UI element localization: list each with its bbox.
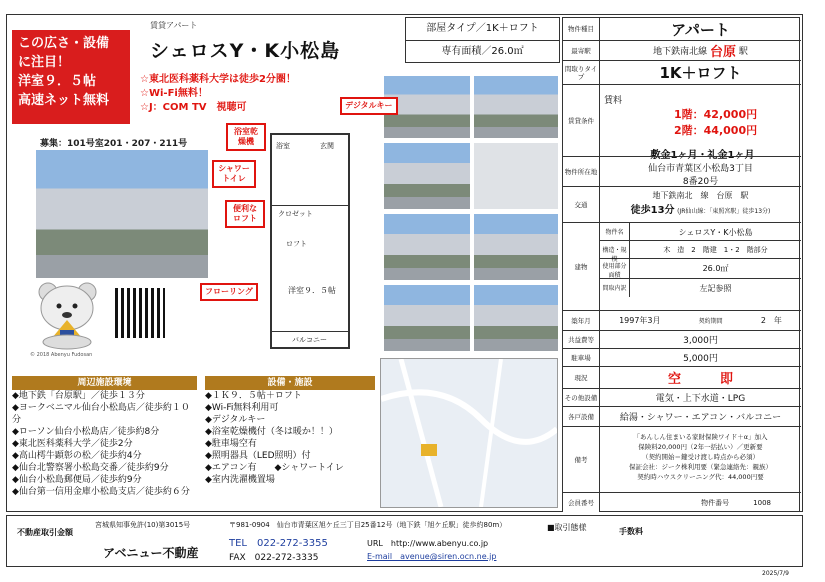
note-line: （契約開始＝鍵受け渡し時点から必須） [642, 453, 759, 461]
equip-item: ◆浴室乾燥機付（冬は暖か！！） [205, 427, 338, 437]
photo-2 [474, 76, 558, 138]
note-line: 保証会社：ジーク株利用要（緊急連絡先：親族） [629, 463, 772, 471]
recruit-line: 募集：101号室201・207・211号 [40, 139, 188, 149]
label-layout: 間取りタイプ [563, 61, 600, 84]
promo-line: 洋室９．５帖 [18, 74, 97, 89]
label-unit-equip: 各戸設備 [563, 407, 600, 426]
env-item: ◆地下鉄「台原駅」／徒歩１３分 [12, 391, 145, 401]
value-area: 26.0㎡ [702, 264, 729, 273]
value-kind: アパート [671, 20, 730, 39]
transaction-mode: ■取引態様 [547, 523, 587, 532]
value-plan: 左記参照 [699, 284, 732, 293]
plan-closet: クロゼット [278, 210, 313, 218]
equip-item: ◆デジタルキー [205, 415, 266, 425]
label-station: 最寄駅 [563, 41, 600, 60]
email-link[interactable]: E-mail avenue@siren.ocn.ne.jp [367, 552, 497, 561]
address-line: 8番20号 [682, 177, 719, 187]
value-parking: 5,000円 [683, 354, 718, 364]
feature-list [140, 73, 296, 115]
address-line: 仙台市青葉区小松島3丁目 [648, 164, 753, 174]
label-term: 契約期間 [698, 318, 723, 325]
room-type: 部屋タイプ／1K＋ロフト [426, 23, 539, 34]
website-link[interactable]: URL http://www.abenyu.co.jp [367, 539, 489, 548]
value-term: 2 年 [760, 316, 782, 325]
plan-loft: ロフト [286, 240, 307, 248]
fax: FAX 022-272-3335 [229, 553, 319, 563]
promo-line: この広さ・設備 [18, 36, 110, 51]
building-title: シェロスY・K小松島 [150, 40, 341, 62]
label-area: 使用部分面積 [600, 259, 630, 278]
rent-floor1: 1階：42,000円 [674, 108, 758, 121]
phone[interactable]: TEL 022-272-3355 [229, 538, 328, 549]
label-name: 物件名 [600, 223, 630, 240]
label-built: 築年月 [563, 311, 600, 330]
label-address: 物件所在地 [563, 157, 600, 186]
env-item: ◆仙台北警察署小松島交番／徒歩約9分 [12, 463, 169, 473]
traffic-note: (JR仙山線：「東照宮駅」徒歩13分) [677, 208, 771, 215]
traffic-station: 台原 駅 [716, 191, 749, 200]
rent-floor2: 2階：44,000円 [674, 124, 758, 137]
photo-5 [384, 214, 470, 280]
value-common: 3,000円 [683, 336, 718, 346]
value-structure: 木 造 2 階建 1・2 階部分 [663, 246, 768, 254]
photo-6 [474, 214, 558, 280]
room-summary [405, 17, 560, 63]
label-structure: 構造・規模 [600, 241, 630, 258]
env-item: ◆ローソン仙台小松島店／徒歩約8分 [12, 427, 160, 437]
plan-balcony: バルコニー [292, 336, 327, 344]
callout-flooring: フローリング [200, 283, 258, 301]
plan-bath: 浴室 [276, 142, 290, 150]
note-line: 契約時ハウスクリーニング代：44,000円要 [637, 473, 764, 481]
photo-credit: © 2018 Abenyu Fudosan [30, 352, 93, 358]
env-item: ◆仙台小松島郵便局／徒歩約9分 [12, 475, 142, 485]
callout-shower-toilet: シャワートイレ [212, 160, 256, 188]
label-infra: その他設備 [563, 389, 600, 406]
area-map [380, 358, 558, 508]
promo-line: に注目！ [18, 55, 71, 70]
photo-7 [384, 285, 470, 351]
feature-item: ☆Wi-Fi無料！ [140, 88, 208, 99]
promo-line: 高速ネット無料 [18, 93, 110, 108]
promo-box [12, 30, 130, 124]
label-common: 共益費等 [563, 331, 600, 348]
plan-entry: 玄関 [320, 142, 334, 150]
label-traffic: 交通 [563, 187, 600, 222]
value-layout: 1K＋ロフト [659, 64, 742, 82]
footer [6, 515, 803, 567]
label-status: 現況 [563, 367, 600, 388]
rent-label: 賃料 [604, 96, 623, 106]
value-name: シェロスY・K小松島 [678, 228, 753, 237]
qr-code-icon [115, 288, 165, 338]
value-eki: 駅 [738, 47, 748, 57]
equip-title: 設備・施設 [205, 376, 375, 390]
type-label: 賃貸アパート [150, 21, 198, 30]
equip-item: ◆照明器具（LED照明）付 [205, 451, 311, 461]
photo-3 [384, 143, 470, 209]
label-plan: 間取内訳 [600, 279, 630, 297]
env-item: ◆東北医科薬科大学／徒歩2分 [12, 439, 133, 449]
agent-label: 不動産取引金額 [17, 528, 73, 537]
label-property-no: 物件番号 [701, 498, 730, 507]
label-building: 建物 [563, 223, 600, 310]
env-item: ◆高山樗牛顕彰の松／徒歩約4分 [12, 451, 142, 461]
info-table [562, 17, 800, 512]
equip-item: ◆駐車場空有 [205, 439, 257, 449]
value-property-no: 1008 [753, 498, 771, 507]
photo-8 [474, 285, 558, 351]
traffic-line: 地下鉄南北 線 [652, 191, 709, 200]
value-infra: 電気・上下水道・LPG [655, 394, 746, 404]
feature-item: ☆東北医科薬科大学は徒歩2分圏！ [140, 74, 296, 85]
equip-item: ◆室内洗濯機置場 [205, 475, 275, 485]
license: 宮城県知事免許(10)第3015号 [95, 521, 191, 529]
callout-bath-dryer: 浴室乾燥機 [226, 123, 266, 151]
equip-item: ◆エアコン有 ◆シャワートイレ [205, 463, 344, 473]
fee-label: 手数料 [619, 527, 643, 536]
equip-item: ◆１Ｋ９．５帖＋ロフト [205, 391, 302, 401]
label-kind: 物件種目 [563, 18, 600, 40]
traffic-walk: 徒歩13分 [630, 205, 675, 216]
feature-item: ☆J：COM TV 視聴可 [140, 102, 247, 113]
env-panel [12, 376, 197, 498]
equip-panel [205, 376, 375, 486]
env-item: ◆ヨークベニマル仙台小松島店／徒歩約１０分 [12, 403, 190, 425]
label-member: 会員番号 [563, 493, 600, 512]
photo-4 [474, 143, 558, 209]
floor-plan [270, 133, 350, 349]
label-rent: 賃貸条件 [563, 85, 600, 156]
value-built: 1997年3月 [619, 316, 661, 325]
value-unit-equip: 給湯・シャワー・エアコン・バルコニー [619, 413, 782, 423]
address: 〒981-0904 仙台市青葉区旭ケ丘三丁目25番12号（地下鉄「旭ケ丘駅」徒歩約80m） [229, 521, 507, 529]
note-line: 「あんしん住まいる家財保険ワイド＋α」加入 [633, 433, 768, 441]
value-station: 台原 [709, 45, 736, 60]
value-status: 空 即 [667, 372, 733, 387]
label-notes: 備考 [563, 427, 600, 492]
room-area: 専有面積／26.0㎡ [406, 40, 559, 62]
env-item: ◆仙台第一信用金庫小松島支店／徒歩約６分 [12, 487, 190, 497]
company-name: アベニュー不動産 [103, 546, 199, 560]
label-parking: 駐車場 [563, 349, 600, 366]
equip-item: ◆Wi-Fi無料利用可 [205, 403, 279, 413]
exterior-photo [36, 150, 208, 278]
value-line: 地下鉄南北線 [653, 47, 708, 57]
print-date: 2025/7/9 [762, 570, 789, 577]
env-title: 周辺施設環境 [12, 376, 197, 390]
note-line: 保険料20,000円（2年一括払い）／更新要 [638, 443, 763, 451]
callout-digital-key: デジタルキー [340, 97, 398, 115]
deposit: 敷金1ヶ月・礼金1ヶ月 [650, 150, 755, 161]
plan-room: 洋室９．５帖 [288, 286, 336, 295]
bear-mascot-icon [30, 280, 105, 350]
callout-loft: 便利なロフト [225, 200, 265, 228]
